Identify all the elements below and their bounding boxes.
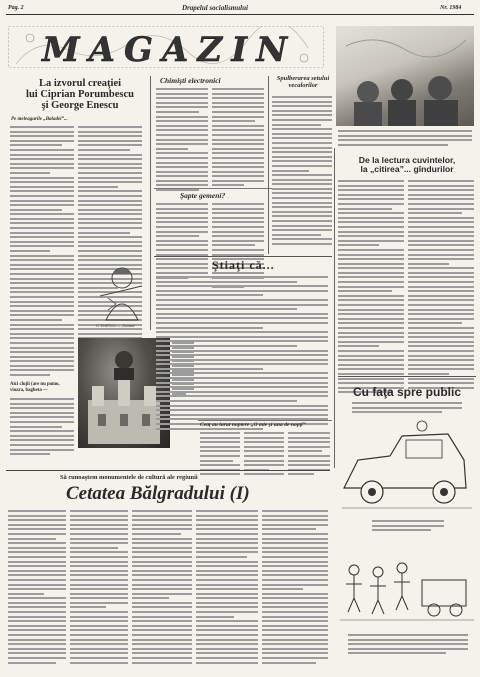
col-divider-3	[334, 148, 335, 468]
cartoon-caption-1	[372, 520, 444, 534]
ceea-noi-text-col1	[200, 432, 240, 478]
porumbescu-title	[10, 78, 150, 111]
monuments-text-col5	[262, 510, 328, 666]
ceea-noi-text-col3	[288, 432, 330, 478]
enescu-portrait-icon	[92, 258, 150, 322]
ceea-noi-text-col2	[244, 432, 284, 478]
chimisti-text-col2	[212, 88, 264, 189]
porumbescu-subhead: Aici clujii (are nu pomo, vioara, bagheta —	[10, 382, 60, 393]
ceea-noi-title: Ceaţ au iarut noptere „O mie şi una de nopţi”	[200, 422, 306, 428]
issue-number: Nr. 1984	[440, 5, 462, 11]
stiati-top-rule	[154, 256, 332, 257]
spulberarea-title	[272, 76, 334, 90]
lectura-title-line-1: De la lectura cuvintelor,	[358, 155, 456, 165]
lectura-title	[338, 156, 476, 174]
porumbescu-text-col1	[10, 126, 74, 379]
monuments-title: Cetatea Bălgradului (I)	[66, 483, 250, 504]
header-rule	[6, 14, 474, 15]
cartoon-crowd	[338, 540, 476, 630]
monuments-text-col3	[132, 510, 192, 666]
monuments-text-col1	[8, 510, 66, 666]
magazin-banner	[8, 26, 324, 68]
top-right-photo	[336, 26, 474, 126]
porumbescu-title-line-1: La izvorul creaţiei	[38, 78, 122, 89]
cu-fata-title: Cu faţa spre public	[352, 385, 462, 399]
stiati-ca-text	[156, 276, 328, 432]
ceea-top-rule	[198, 420, 332, 421]
top-right-photo-caption	[338, 130, 472, 148]
monuments-top-rule	[6, 470, 330, 471]
porumbescu-title-line-3: şi George Enescu	[41, 100, 119, 112]
sapte-gemeni-text-col1	[156, 203, 208, 281]
porumbescu-kicker: Pe meleagurile „Baladei”...	[11, 117, 68, 122]
col-divider-1	[150, 76, 151, 330]
spulberarea-title-line-1: Spulberarea setului	[276, 75, 330, 82]
porumbescu-text-col1b	[10, 398, 74, 458]
chimisti-text-col1	[156, 88, 208, 194]
enescu-drawing	[92, 258, 150, 322]
porumbescu-title-line-2: lui Ciprian Porumbescu	[26, 89, 134, 101]
magazin-banner-text: MAGAZIN	[42, 30, 297, 70]
lectura-title-line-2: la „citirea”... gîndurilor	[360, 164, 454, 175]
monuments-text-col4	[196, 510, 258, 666]
col-divider-2	[268, 76, 269, 254]
spulberarea-title-line-2: vecalorilor	[288, 81, 318, 89]
lectura-text-col1	[338, 180, 404, 396]
lectura-text-col2	[408, 180, 474, 391]
cartoon-truck	[338, 416, 476, 516]
crowd-cartoon-icon	[338, 540, 476, 630]
chimisti-title: Chimişti electronici	[160, 76, 221, 85]
page-number: Pag. 2	[8, 5, 24, 11]
cartoon-caption-2	[348, 634, 468, 657]
enescu-drawing-caption: G. ENESCU — „Sonata”	[96, 324, 136, 328]
spulberarea-text	[272, 96, 332, 248]
newspaper-name: Drapelul socialismului	[182, 4, 248, 12]
cu-fata-top-rule	[338, 376, 476, 377]
truck-cartoon-icon	[338, 416, 476, 516]
monuments-kicker: Să cunoaştem monumentele de cultură ale regiunii	[60, 474, 198, 481]
cu-fata-intro	[352, 402, 462, 416]
monuments-text-col2	[70, 510, 128, 666]
stiati-ca-title: Ştiaţi că...	[212, 258, 275, 272]
sapte-gemeni-title: Şapte gemeni?	[180, 191, 226, 200]
people-silhouettes	[336, 26, 474, 126]
